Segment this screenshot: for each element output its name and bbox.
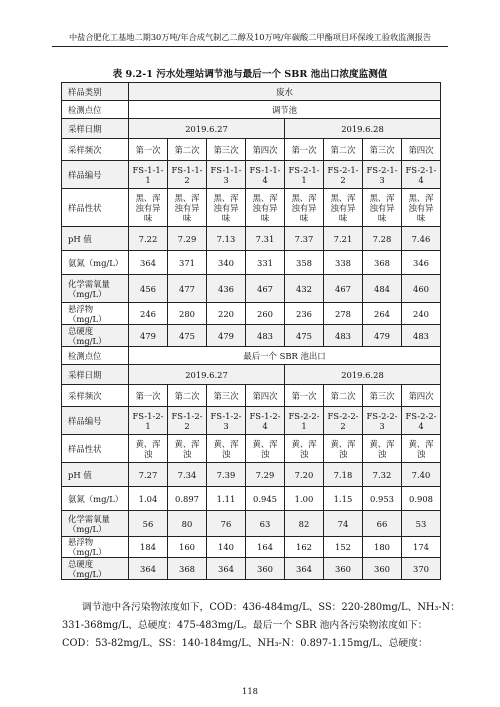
value-code — [207, 407, 246, 435]
value-param: 82 — [285, 511, 324, 537]
value-param: 7.28 — [363, 227, 402, 251]
cell-line: （mg/L） — [68, 288, 107, 299]
value-param: 7.40 — [402, 463, 441, 487]
cell-line: 浊 — [299, 448, 309, 459]
cell-line: 浊有异 — [252, 202, 278, 213]
value-param: 162 — [285, 537, 324, 558]
cell-line: 4 — [418, 174, 424, 185]
value-nature — [363, 189, 402, 227]
cell-line: 2 — [340, 174, 346, 185]
value-param: 479 — [207, 325, 246, 347]
value-param: 76 — [207, 511, 246, 537]
label-param — [62, 487, 129, 511]
value-code — [129, 161, 168, 189]
value-nature — [363, 435, 402, 463]
value-nature — [168, 189, 207, 227]
value-param: 1.11 — [207, 487, 246, 511]
value-param: 479 — [363, 325, 402, 347]
value-freq: 第三次 — [363, 385, 402, 407]
cell-line: 2 — [184, 420, 190, 431]
running-header: 中盐合肥化工基地二期30万吨/年合成气制乙二醇及10万吨/年碳酸二甲酯项目环保竣工验收监测报告 — [52, 30, 448, 47]
cell-line: 2 — [184, 174, 190, 185]
cell-line: 4 — [262, 420, 268, 431]
cell-line: FS-1-2- — [210, 410, 242, 421]
label-param — [62, 558, 129, 580]
value-date: 2019.6.28 — [285, 365, 441, 385]
value-code — [402, 161, 441, 189]
value-param: 66 — [363, 511, 402, 537]
cell-line: 黄、浑 — [369, 438, 395, 449]
cell-line: 总硬度 — [68, 558, 94, 569]
cell-line: 黑、浑 — [369, 192, 395, 203]
value-param: 53 — [402, 511, 441, 537]
value-param: 483 — [324, 325, 363, 347]
cell-line: 3 — [379, 420, 385, 431]
cell-line: 浊有异 — [135, 202, 161, 213]
value-freq: 第二次 — [324, 139, 363, 161]
value-param: 174 — [402, 537, 441, 558]
cell-line: 黑、浑 — [330, 192, 356, 203]
value-param: 140 — [207, 537, 246, 558]
cell-line: 黄、浑 — [174, 438, 200, 449]
row-nature — [62, 435, 441, 463]
value-freq: 第二次 — [168, 139, 207, 161]
cell-line: 浊 — [338, 448, 348, 459]
value-param: 7.29 — [168, 227, 207, 251]
value-code — [363, 407, 402, 435]
value-freq: 第三次 — [207, 385, 246, 407]
row-param — [62, 303, 441, 325]
value-freq: 第四次 — [246, 385, 285, 407]
value-nature — [168, 435, 207, 463]
value-param: 7.46 — [402, 227, 441, 251]
row-param — [62, 558, 441, 580]
cell-line: FS-2-2- — [366, 410, 398, 421]
cell-line: FS-2-1- — [327, 164, 359, 175]
value-param: 278 — [324, 303, 363, 325]
label-param — [62, 325, 129, 347]
value-param: 7.13 — [207, 227, 246, 251]
value-param: 479 — [129, 325, 168, 347]
cell-line: 味 — [377, 212, 387, 223]
value-freq: 第一次 — [129, 139, 168, 161]
value-freq: 第一次 — [285, 139, 324, 161]
cell-line: 味 — [260, 212, 270, 223]
row-param — [62, 511, 441, 537]
cell-line: 黑、浑 — [291, 192, 317, 203]
label-nature: 样品性状 — [62, 189, 129, 227]
cell-line: 浊 — [377, 448, 387, 459]
value-param: 0.945 — [246, 487, 285, 511]
value-param: 7.34 — [168, 463, 207, 487]
value-param: 184 — [129, 537, 168, 558]
value-param: 483 — [246, 325, 285, 347]
cell-line: 氨氮（mg/L） — [68, 493, 124, 504]
value-code — [168, 161, 207, 189]
value-param: 7.21 — [324, 227, 363, 251]
value-param: 475 — [285, 325, 324, 347]
value-param: 432 — [285, 275, 324, 303]
value-code — [129, 407, 168, 435]
cell-line: 黄、浑 — [408, 438, 434, 449]
value-code — [246, 407, 285, 435]
label-param — [62, 227, 129, 251]
cell-line: 1 — [301, 174, 307, 185]
cell-line: 浊有异 — [408, 202, 434, 213]
value-param: 436 — [207, 275, 246, 303]
value-param: 460 — [402, 275, 441, 303]
table-caption: 表 9.2-1 污水处理站调节池与最后一个 SBR 池出口浓度监测值 — [112, 69, 388, 80]
cell-line: （mg/L） — [68, 568, 107, 579]
row-param — [62, 227, 441, 251]
value-param: 0.897 — [168, 487, 207, 511]
label-date: 采样日期 — [62, 365, 129, 385]
value-param: 160 — [168, 537, 207, 558]
label-code: 样品编号 — [62, 407, 129, 435]
value-freq: 第四次 — [402, 139, 441, 161]
cell-line: 1 — [301, 420, 307, 431]
summary-line-3: COD：53-82mg/L、SS：140-184mg/L、NH₃-N：0.897-1.15mg/L、总硬度： — [62, 638, 428, 649]
cell-line: 浊 — [416, 448, 426, 459]
value-param: 358 — [285, 251, 324, 275]
value-param: 56 — [129, 511, 168, 537]
cell-line: 味 — [182, 212, 192, 223]
row-point — [62, 347, 441, 365]
summary-line-1: 调节池中各污染物浓度如下，COD：436-484mg/L、SS：220-280mg/L、NH₃-N： — [82, 602, 461, 613]
value-param: 364 — [207, 558, 246, 580]
value-param: 346 — [402, 251, 441, 275]
value-param: 364 — [129, 558, 168, 580]
value-param: 7.31 — [246, 227, 285, 251]
label-param — [62, 251, 129, 275]
row-date — [62, 365, 441, 385]
value-freq: 第三次 — [363, 139, 402, 161]
row-nature — [62, 189, 441, 227]
value-param: 360 — [363, 558, 402, 580]
value-code — [363, 161, 402, 189]
value-freq: 第四次 — [402, 385, 441, 407]
value-code — [168, 407, 207, 435]
cell-line: 味 — [299, 212, 309, 223]
cell-line: 浊有异 — [369, 202, 395, 213]
value-code — [324, 407, 363, 435]
cell-line: 2 — [340, 420, 346, 431]
value-param: 371 — [168, 251, 207, 275]
value-nature — [246, 435, 285, 463]
value-nature — [207, 435, 246, 463]
value-code — [207, 161, 246, 189]
cell-line: 黑、浑 — [408, 192, 434, 203]
value-code — [285, 407, 324, 435]
label-point: 检测点位 — [62, 347, 129, 365]
value-nature — [129, 435, 168, 463]
value-param: 477 — [168, 275, 207, 303]
cell-line: 总硬度 — [68, 325, 94, 336]
cell-line: 浊有异 — [174, 202, 200, 213]
cell-line: 黑、浑 — [174, 192, 200, 203]
label-sample-type: 样品类别 — [62, 83, 129, 101]
page-number: 118 — [242, 686, 258, 696]
cell-line: 浊有异 — [330, 202, 356, 213]
cell-line: 黄、浑 — [291, 438, 317, 449]
value-param: 368 — [363, 251, 402, 275]
value-param: 260 — [246, 303, 285, 325]
cell-line: 化学需氧量 — [68, 513, 110, 524]
value-param: 483 — [402, 325, 441, 347]
cell-line: （mg/L） — [68, 523, 107, 534]
cell-line: 味 — [221, 212, 231, 223]
value-param: 240 — [402, 303, 441, 325]
value-nature — [402, 189, 441, 227]
value-nature — [402, 435, 441, 463]
cell-line: （mg/L） — [68, 313, 107, 324]
cell-line: 浊 — [182, 448, 192, 459]
value-param: 331 — [246, 251, 285, 275]
value-param: 280 — [168, 303, 207, 325]
label-param — [62, 303, 129, 325]
value-param: 7.39 — [207, 463, 246, 487]
cell-line: 4 — [418, 420, 424, 431]
monitoring-table — [61, 82, 441, 580]
label-param — [62, 511, 129, 537]
cell-line: 黄、浑 — [252, 438, 278, 449]
value-freq: 第三次 — [207, 139, 246, 161]
value-param: 236 — [285, 303, 324, 325]
value-param: 467 — [246, 275, 285, 303]
value-param: 338 — [324, 251, 363, 275]
cell-line: FS-2-2- — [288, 410, 320, 421]
cell-line: FS-1-1- — [210, 164, 242, 175]
cell-line: FS-1-1- — [132, 164, 164, 175]
value-nature — [129, 189, 168, 227]
value-param: 1.00 — [285, 487, 324, 511]
row-freq — [62, 385, 441, 407]
value-param: 264 — [363, 303, 402, 325]
value-param: 456 — [129, 275, 168, 303]
cell-line: FS-1-2- — [132, 410, 164, 421]
cell-line: 4 — [262, 174, 268, 185]
cell-line: 黄、浑 — [330, 438, 356, 449]
value-freq: 第二次 — [168, 385, 207, 407]
label-code: 样品编号 — [62, 161, 129, 189]
value-date: 2019.6.27 — [129, 365, 285, 385]
value-param: 360 — [324, 558, 363, 580]
value-param: 7.32 — [363, 463, 402, 487]
value-param: 484 — [363, 275, 402, 303]
value-param: 7.37 — [285, 227, 324, 251]
value-param: 1.15 — [324, 487, 363, 511]
value-code — [324, 161, 363, 189]
cell-line: FS-1-1- — [249, 164, 281, 175]
value-param: 0.908 — [402, 487, 441, 511]
cell-line: 氨氮（mg/L） — [68, 257, 124, 268]
value-freq: 第四次 — [246, 139, 285, 161]
value-nature — [207, 189, 246, 227]
cell-line: FS-2-2- — [405, 410, 437, 421]
cell-line: 1 — [145, 174, 151, 185]
value-param: 7.22 — [129, 227, 168, 251]
value-date: 2019.6.28 — [285, 119, 441, 139]
row-param — [62, 251, 441, 275]
value-param: 152 — [324, 537, 363, 558]
value-param: 467 — [324, 275, 363, 303]
label-freq: 采样频次 — [62, 385, 129, 407]
cell-line: 黑、浑 — [135, 192, 161, 203]
cell-line: 悬浮物 — [68, 537, 94, 547]
row-param — [62, 463, 441, 487]
value-param: 0.953 — [363, 487, 402, 511]
cell-line: 悬浮物 — [68, 303, 94, 314]
cell-line: FS-2-1- — [405, 164, 437, 175]
value-code — [246, 161, 285, 189]
cell-line: （mg/L） — [68, 335, 107, 346]
value-freq: 第一次 — [129, 385, 168, 407]
row-sample-type — [62, 83, 441, 101]
row-param — [62, 325, 441, 347]
label-param — [62, 537, 129, 558]
label-date: 采样日期 — [62, 119, 129, 139]
value-param: 1.04 — [129, 487, 168, 511]
cell-line: pH 值 — [68, 469, 92, 480]
value-param: 364 — [129, 251, 168, 275]
row-param — [62, 487, 441, 511]
value-point: 最后一个 SBR 池出口 — [129, 347, 441, 365]
cell-line: FS-1-1- — [171, 164, 203, 175]
value-code — [285, 161, 324, 189]
label-param — [62, 463, 129, 487]
value-nature — [285, 189, 324, 227]
value-nature — [285, 435, 324, 463]
cell-line: （mg/L） — [68, 547, 107, 557]
cell-line: 3 — [223, 420, 229, 431]
row-date — [62, 119, 441, 139]
value-param: 220 — [207, 303, 246, 325]
cell-line: FS-2-1- — [366, 164, 398, 175]
cell-line: 黄、浑 — [135, 438, 161, 449]
cell-line: 浊 — [221, 448, 231, 459]
value-param: 80 — [168, 511, 207, 537]
cell-line: FS-1-2- — [249, 410, 281, 421]
cell-line: 味 — [143, 212, 153, 223]
cell-line: 浊 — [260, 448, 270, 459]
label-param — [62, 275, 129, 303]
cell-line: 黑、浑 — [252, 192, 278, 203]
cell-line: FS-2-2- — [327, 410, 359, 421]
label-nature: 样品性状 — [62, 435, 129, 463]
cell-line: 浊有异 — [291, 202, 317, 213]
value-date: 2019.6.27 — [129, 119, 285, 139]
row-code — [62, 407, 441, 435]
cell-line: FS-1-2- — [171, 410, 203, 421]
row-code — [62, 161, 441, 189]
value-nature — [324, 189, 363, 227]
value-freq: 第二次 — [324, 385, 363, 407]
value-param: 74 — [324, 511, 363, 537]
value-code — [402, 407, 441, 435]
value-freq: 第一次 — [285, 385, 324, 407]
value-param: 7.29 — [246, 463, 285, 487]
summary-line-2: 331-368mg/L、总硬度：475-483mg/L。最后一个 SBR 池内各污染物浓度如下： — [62, 620, 428, 631]
value-param: 7.20 — [285, 463, 324, 487]
value-param: 180 — [363, 537, 402, 558]
row-freq — [62, 139, 441, 161]
cell-line: 黄、浑 — [213, 438, 239, 449]
value-param: 364 — [285, 558, 324, 580]
cell-line: 浊有异 — [213, 202, 239, 213]
value-param: 475 — [168, 325, 207, 347]
row-param — [62, 275, 441, 303]
value-param: 7.27 — [129, 463, 168, 487]
value-param: 7.18 — [324, 463, 363, 487]
cell-line: FS-2-1- — [288, 164, 320, 175]
value-sample-type: 废水 — [129, 83, 441, 101]
cell-line: 黑、浑 — [213, 192, 239, 203]
cell-line: 浊 — [143, 448, 153, 459]
value-param: 368 — [168, 558, 207, 580]
cell-line: 3 — [379, 174, 385, 185]
value-param: 370 — [402, 558, 441, 580]
cell-line: 味 — [416, 212, 426, 223]
row-param — [62, 537, 441, 558]
cell-line: 1 — [145, 420, 151, 431]
value-param: 164 — [246, 537, 285, 558]
value-nature — [246, 189, 285, 227]
row-point — [62, 101, 441, 119]
label-freq: 采样频次 — [62, 139, 129, 161]
value-point: 调节池 — [129, 101, 441, 119]
cell-line: 味 — [338, 212, 348, 223]
value-param: 340 — [207, 251, 246, 275]
cell-line: pH 值 — [68, 233, 92, 244]
value-param: 63 — [246, 511, 285, 537]
cell-line: 化学需氧量 — [68, 278, 110, 289]
cell-line: 3 — [223, 174, 229, 185]
value-param: 360 — [246, 558, 285, 580]
label-point: 检测点位 — [62, 101, 129, 119]
value-param: 246 — [129, 303, 168, 325]
value-nature — [324, 435, 363, 463]
